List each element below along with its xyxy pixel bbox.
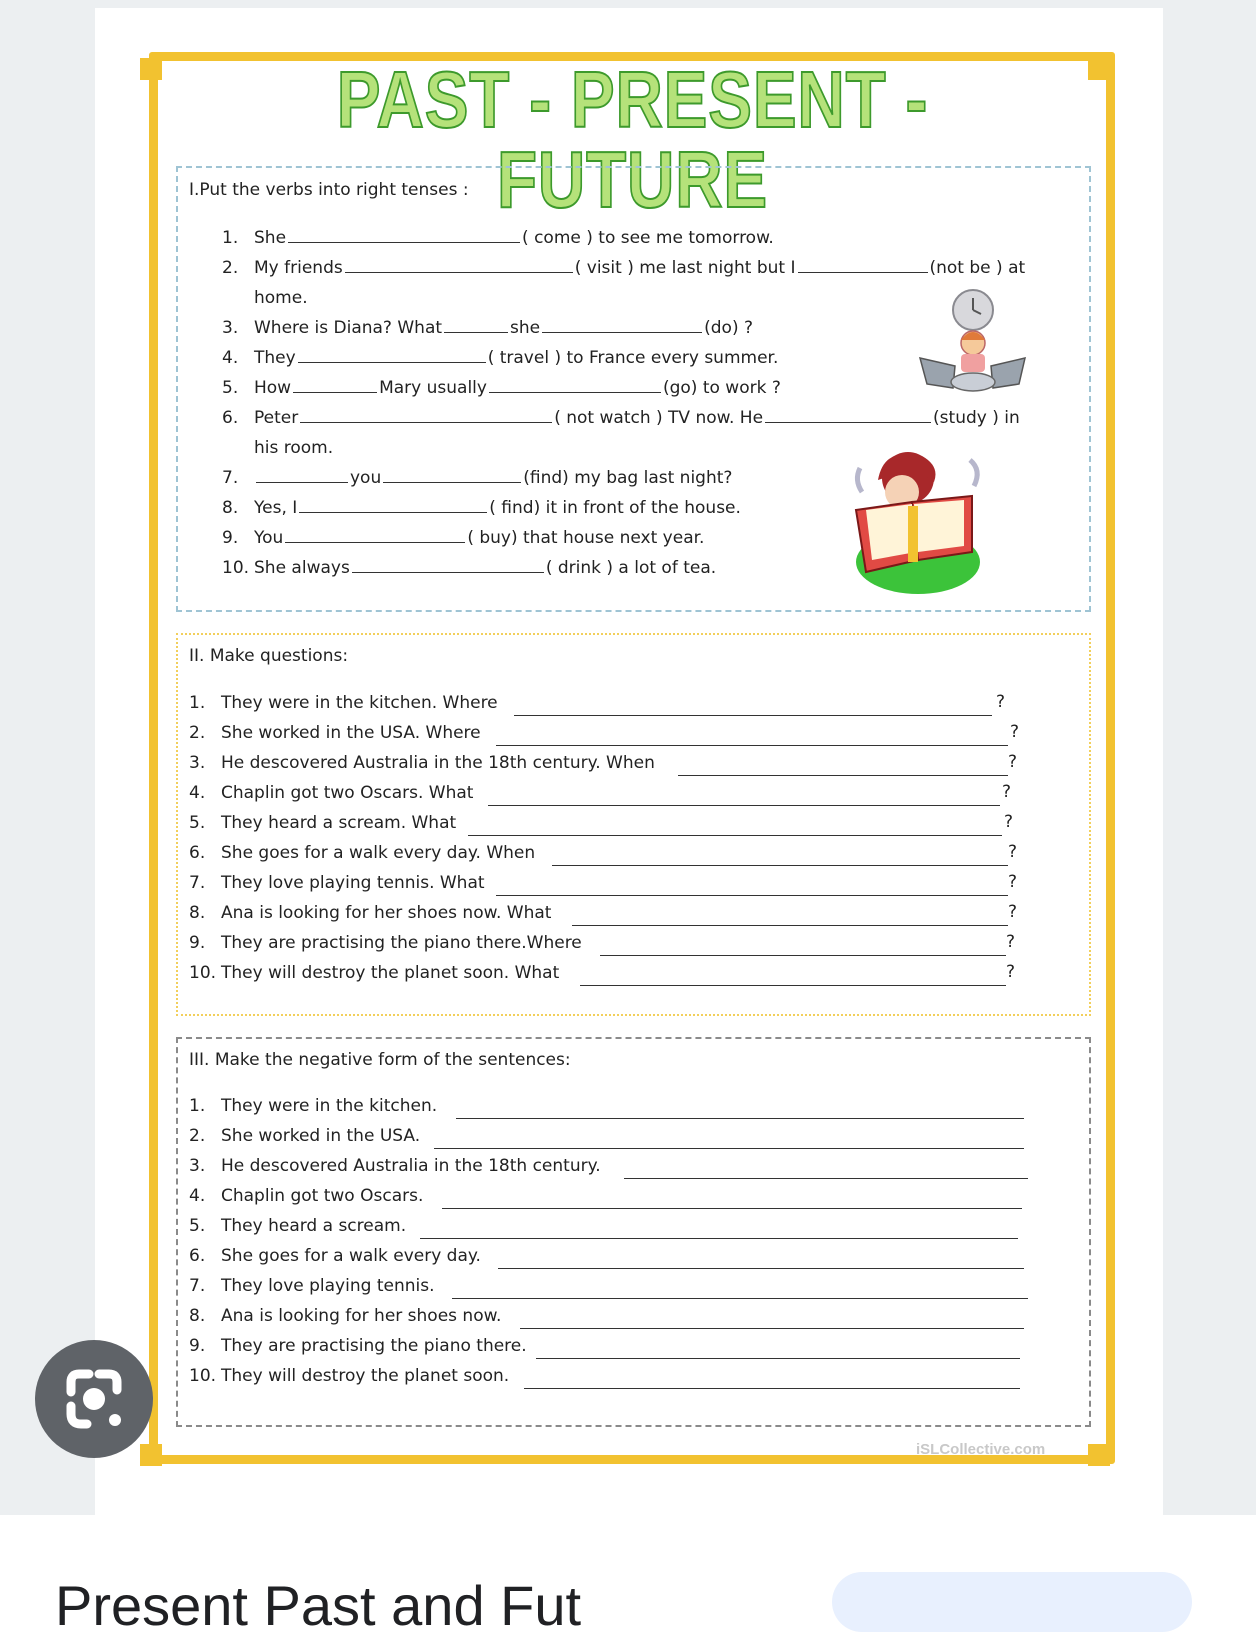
exercise-item [189,751,655,775]
watermark: iSLCollective.com [916,1441,1046,1458]
answer-blank[interactable] [542,316,702,333]
item-text: They love playing tennis. What [221,873,485,893]
item-text: How [254,378,292,398]
answer-blank[interactable] [524,1372,1020,1389]
exercise-item [222,466,732,490]
item-text: Chaplin got two Oscars. What [221,783,474,803]
exercise-item [189,961,559,985]
exercise-item [189,1154,601,1178]
exercise-item [189,871,485,895]
item-text: They are practising the piano there. [221,1336,527,1356]
exercise-item [189,841,535,865]
item-text: They love playing tennis. [221,1276,435,1296]
question-mark: ? [996,692,1006,712]
exercise-item [222,256,1025,280]
exercise-item [189,1304,501,1328]
item-number: 1. [189,693,206,713]
item-number: 9. [189,1336,206,1356]
item-text: Chaplin got two Oscars. [221,1186,424,1206]
lens-icon [35,1340,153,1458]
item-number: 8. [222,498,239,518]
exercise-item [189,1364,509,1388]
item-text: ( travel ) to France every summer. [487,348,779,368]
question-mark: ? [1004,812,1014,832]
item-text: They will destroy the planet soon. What [221,963,560,983]
item-text: He descovered Australia in the 18th century. [221,1156,601,1176]
item-text: She goes for a walk every day. When [221,843,536,863]
item-text: He descovered Australia in the 18th century. When [221,753,655,773]
answer-blank[interactable] [444,316,508,333]
item-number: 3. [222,318,239,338]
question-mark: ? [1008,902,1018,922]
item-number: 4. [189,1186,206,1206]
answer-blank[interactable] [765,406,931,423]
girl-reading-clipart [848,440,988,600]
question-mark: ? [1008,872,1018,892]
item-text: My friends [254,258,343,278]
item-text: ( find) it in front of the house. [489,498,741,518]
exercise-item [189,721,481,745]
item-text: ( come ) to see me tomorrow. [522,228,774,248]
exercise-item [222,556,716,580]
item-text: (not be ) at [929,258,1026,278]
item-number: 10. [189,1366,217,1386]
answer-blank[interactable] [798,256,928,273]
item-text: They heard a scream. [221,1216,407,1236]
girl-clock-clipart [915,288,1030,398]
item-text: ( drink ) a lot of tea. [545,558,717,578]
visit-button[interactable] [832,1572,1192,1632]
section-heading: III. Make the negative form of the sentences: [189,1050,571,1070]
answer-blank[interactable] [624,1162,1028,1179]
frame-corner [140,58,162,80]
item-number: 4. [189,783,206,803]
item-number: 9. [189,933,206,953]
exercise-item [189,901,551,925]
question-mark: ? [1002,782,1012,802]
exercise-item [189,1094,437,1118]
item-number: 10. [189,963,217,983]
answer-blank[interactable] [572,909,1008,926]
item-text: They are practising the piano there.Where [221,933,582,953]
exercise-item [222,496,741,520]
item-text: Ana is looking for her shoes now. [221,1306,502,1326]
item-text: ( not watch ) TV now. He [554,408,764,428]
frame-corner [1088,1444,1110,1466]
answer-blank[interactable] [498,1252,1024,1269]
item-text: she [510,318,541,338]
item-text: She [254,228,287,248]
exercise-item [189,1274,434,1298]
answer-blank[interactable] [496,879,1008,896]
lens-button[interactable] [35,1340,153,1458]
item-text: She goes for a walk every day. [221,1246,481,1266]
answer-blank[interactable] [536,1342,1020,1359]
exercise-item [189,1124,420,1148]
item-text: (find) my bag last night? [523,468,733,488]
item-number: 6. [222,408,239,428]
answer-blank[interactable] [488,789,1000,806]
item-number: 2. [189,1126,206,1146]
answer-blank[interactable] [285,526,465,543]
answer-blank[interactable] [420,1222,1018,1239]
item-text: They were in the kitchen. [221,1096,438,1116]
exercise-item [222,346,778,370]
question-mark: ? [1008,842,1018,862]
exercise-item [189,1184,423,1208]
exercise-item [189,1244,481,1268]
item-text: They were in the kitchen. Where [221,693,498,713]
worksheet-title: PAST - PRESENT - FUTURE [336,55,929,224]
exercise-item [189,781,473,805]
item-text: (go) to work ? [662,378,781,398]
answer-blank[interactable] [580,969,1006,986]
answer-blank[interactable] [352,556,544,573]
answer-blank[interactable] [288,226,520,243]
item-text: Where is Diana? What [254,318,443,338]
exercise-item [222,376,781,400]
item-text: Yes, I [254,498,298,518]
answer-blank[interactable] [678,759,1008,776]
item-text: (study ) in [933,408,1020,428]
question-mark: ? [1008,752,1018,772]
exercise-item [222,316,753,340]
item-number: 5. [189,1216,206,1236]
exercise-item [189,691,498,715]
item-text: You [254,528,284,548]
answer-blank[interactable] [300,406,552,423]
item-number: 7. [189,873,206,893]
item-text: Mary usually [379,378,487,398]
frame-corner [1088,58,1110,80]
answer-blank[interactable] [256,466,348,483]
exercise-item [222,406,1020,430]
answer-blank[interactable] [442,1192,1022,1209]
exercise-item [189,811,456,835]
item-number: 8. [189,903,206,923]
answer-blank[interactable] [552,849,1008,866]
answer-blank[interactable] [293,376,377,393]
answer-blank[interactable] [345,256,573,273]
item-text: They will destroy the planet soon. [221,1366,510,1386]
item-text: She worked in the USA. [221,1126,421,1146]
item-text: They heard a scream. What [221,813,457,833]
answer-blank[interactable] [456,1102,1024,1119]
question-mark: ? [1006,932,1016,952]
item-number: 4. [222,348,239,368]
exercise-item [222,526,704,550]
answer-blank[interactable] [600,939,1006,956]
answer-blank[interactable] [298,346,486,363]
item-number: 1. [189,1096,206,1116]
answer-blank[interactable] [452,1282,1028,1299]
item-text: (do) ? [704,318,754,338]
section-heading: II. Make questions: [189,646,349,666]
exercise-item [189,931,582,955]
question-mark: ? [1010,722,1020,742]
exercise-item [189,1334,527,1358]
answer-blank[interactable] [496,729,1008,746]
item-number: 3. [189,1156,206,1176]
item-text: They [254,348,296,368]
answer-blank[interactable] [383,466,521,483]
result-title[interactable]: Present Past and Fut [55,1574,582,1637]
item-number: 7. [189,1276,206,1296]
exercise-item [189,1214,406,1238]
item-number: 10. [222,558,250,578]
item-text: She worked in the USA. Where [221,723,481,743]
item-number: 6. [189,843,206,863]
item-continuation: his room. [254,438,334,458]
answer-blank[interactable] [299,496,487,513]
item-number: 8. [189,1306,206,1326]
item-number: 5. [189,813,206,833]
item-text: ( buy) that house next year. [467,528,705,548]
item-number: 2. [189,723,206,743]
item-text: She always [254,558,350,578]
answer-blank[interactable] [520,1312,1024,1329]
item-number: 5. [222,378,239,398]
item-continuation: home. [254,288,308,308]
exercise-item [222,226,774,250]
item-number: 6. [189,1246,206,1266]
answer-blank[interactable] [514,699,992,716]
answer-blank[interactable] [468,819,1002,836]
answer-blank[interactable] [434,1132,1024,1149]
item-number: 2. [222,258,239,278]
item-number: 9. [222,528,239,548]
item-text: ( visit ) me last night but I [574,258,796,278]
section-heading: I.Put the verbs into right tenses : [189,180,469,200]
item-number: 3. [189,753,206,773]
item-text: Ana is looking for her shoes now. What [221,903,552,923]
item-number: 7. [222,468,239,488]
answer-blank[interactable] [489,376,661,393]
item-text: you [350,468,382,488]
item-number: 1. [222,228,239,248]
item-text: Peter [254,408,299,428]
question-mark: ? [1006,962,1016,982]
